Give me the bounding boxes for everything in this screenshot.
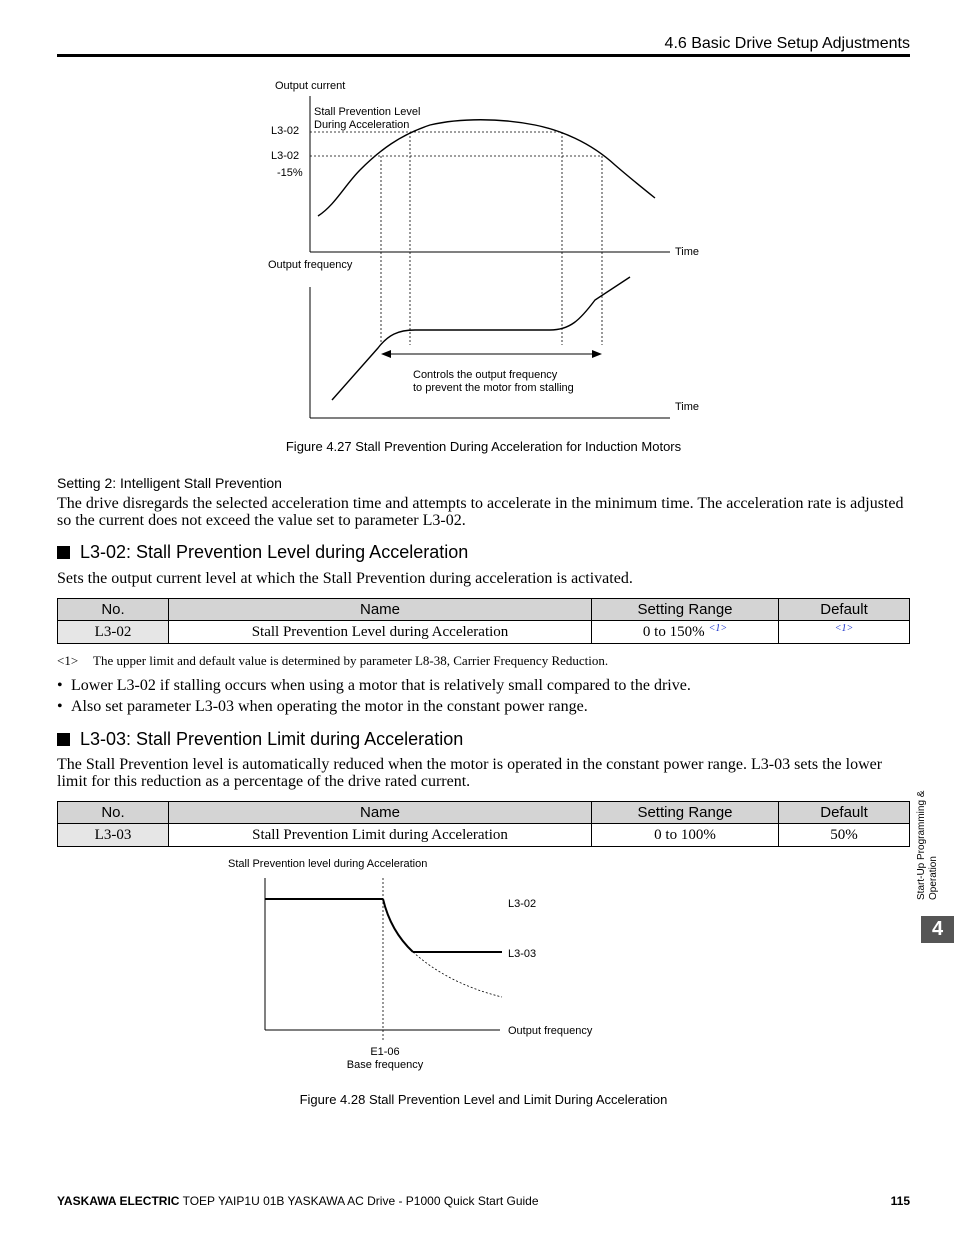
tick-l3-02: L3-02 — [271, 125, 300, 137]
setting-2-body: The drive disregards the selected acceleration time and attempts to accelerate in the minimum time. The acceleration rate is adjusted so the current does not exceed the value set to parameter L3-02. — [57, 495, 904, 529]
label-l3-02: L3-02 — [508, 898, 537, 910]
tick-l3-02-minus: L3-02 — [271, 150, 300, 162]
col-default: Default — [779, 599, 910, 621]
cell-range: 0 to 100% — [592, 824, 779, 847]
stall-level-ylabel: Stall Prevention level during Acceleration — [228, 858, 428, 870]
page-number: 115 — [890, 1194, 910, 1208]
output-frequency-label: Output frequency — [268, 259, 353, 271]
heading-square-icon — [57, 546, 70, 559]
l3-03-heading-text: L3-03: Stall Prevention Limit during Acceleration — [80, 729, 464, 749]
page-footer — [57, 1194, 910, 1208]
col-name: Name — [169, 599, 592, 621]
col-setting-range: Setting Range — [592, 599, 779, 621]
l3-02-bullet-list — [57, 676, 691, 718]
chapter-side-label: Start-Up Programming & Operation — [916, 790, 939, 900]
table-row — [58, 621, 910, 644]
setting-2-heading: Setting 2: Intelligent Stall Prevention — [57, 475, 282, 491]
l3-03-heading — [57, 729, 463, 750]
tick-minus-15: -15% — [277, 167, 303, 179]
list-item: • Lower L3-02 if stalling occurs when using a motor that is relatively small compared to the drive. — [57, 677, 691, 694]
range-value: 0 to 150% — [642, 624, 705, 640]
footnote-ref-link[interactable]: <1> — [834, 623, 854, 634]
bullet-text: Also set parameter L3-03 when operating the motor in the constant power range. — [71, 698, 588, 715]
table-header-row — [58, 802, 910, 824]
cell-no: L3-02 — [58, 621, 169, 644]
col-setting-range: Setting Range — [592, 802, 779, 824]
footnote-ref-link[interactable]: <1> — [708, 623, 728, 634]
footer-brand: YASKAWA ELECTRIC — [57, 1194, 180, 1208]
col-name: Name — [169, 802, 592, 824]
col-default: Default — [779, 802, 910, 824]
chapter-tab[interactable]: 4 — [921, 916, 954, 943]
reduction-curve — [383, 899, 413, 952]
l3-02-body: Sets the output current level at which the Stall Prevention during acceleration is activated. — [57, 570, 633, 587]
cell-default — [779, 621, 910, 644]
control-note-line2: to prevent the motor from stalling — [413, 382, 574, 394]
table-footnote — [57, 653, 608, 669]
arrow-head-left — [381, 350, 391, 358]
table-header-row — [58, 599, 910, 621]
stall-level-annotation-line1: Stall Prevention Level — [314, 106, 421, 118]
time-label-top: Time — [675, 246, 700, 258]
cell-default: 50% — [779, 824, 910, 847]
label-l3-03: L3-03 — [508, 948, 537, 960]
control-note-line1: Controls the output frequency — [413, 369, 558, 381]
output-frequency-xlabel: Output frequency — [508, 1025, 593, 1037]
l3-03-parameter-table — [57, 801, 910, 847]
footnote-mark: <1> — [57, 653, 79, 668]
figure-4-27-diagram — [0, 0, 954, 440]
time-label-bottom: Time — [675, 401, 700, 413]
table-row — [58, 824, 910, 847]
unlimited-curve — [413, 952, 502, 997]
output-current-curve — [318, 120, 655, 216]
xtick-base-frequency: Base frequency — [346, 1059, 424, 1071]
bullet-text: Lower L3-02 if stalling occurs when using a motor that is relatively small compared to the drive. — [71, 677, 691, 694]
col-no: No. — [58, 599, 169, 621]
figure-4-28-diagram — [0, 850, 954, 1080]
cell-range — [592, 621, 779, 644]
footer-doc: TOEP YAIP1U 01B YASKAWA AC Drive - P1000 Quick Start Guide — [179, 1194, 539, 1208]
output-current-label: Output current — [275, 80, 346, 92]
col-no: No. — [58, 802, 169, 824]
section-title: 4.6 Basic Drive Setup Adjustments — [664, 35, 910, 52]
list-item: • Also set parameter L3-03 when operating the motor in the constant power range. — [57, 698, 588, 715]
footnote-text: The upper limit and default value is determined by parameter L8-38, Carrier Frequency Reduction. — [93, 653, 609, 668]
l3-02-heading-text: L3-02: Stall Prevention Level during Acceleration — [80, 542, 469, 562]
heading-square-icon — [57, 733, 70, 746]
l3-03-body: The Stall Prevention level is automatically reduced when the motor is operated in the constant power range. L3-03 sets the lower limit for this reduction as a percentage of the drive rated current. — [57, 756, 883, 790]
cell-name: Stall Prevention Limit during Acceleration — [169, 824, 592, 847]
l3-02-parameter-table — [57, 598, 910, 644]
stall-level-annotation-line2: During Acceleration — [314, 119, 410, 131]
cell-name: Stall Prevention Level during Acceleration — [169, 621, 592, 644]
l3-02-heading — [57, 542, 468, 563]
xtick-e1-06: E1-06 — [370, 1046, 400, 1058]
cell-no: L3-03 — [58, 824, 169, 847]
figure-4-28-caption: Figure 4.28 Stall Prevention Level and Limit During Acceleration — [299, 1092, 668, 1107]
arrow-head-right — [592, 350, 602, 358]
figure-4-27-caption: Figure 4.27 Stall Prevention During Acceleration for Induction Motors — [285, 439, 682, 454]
